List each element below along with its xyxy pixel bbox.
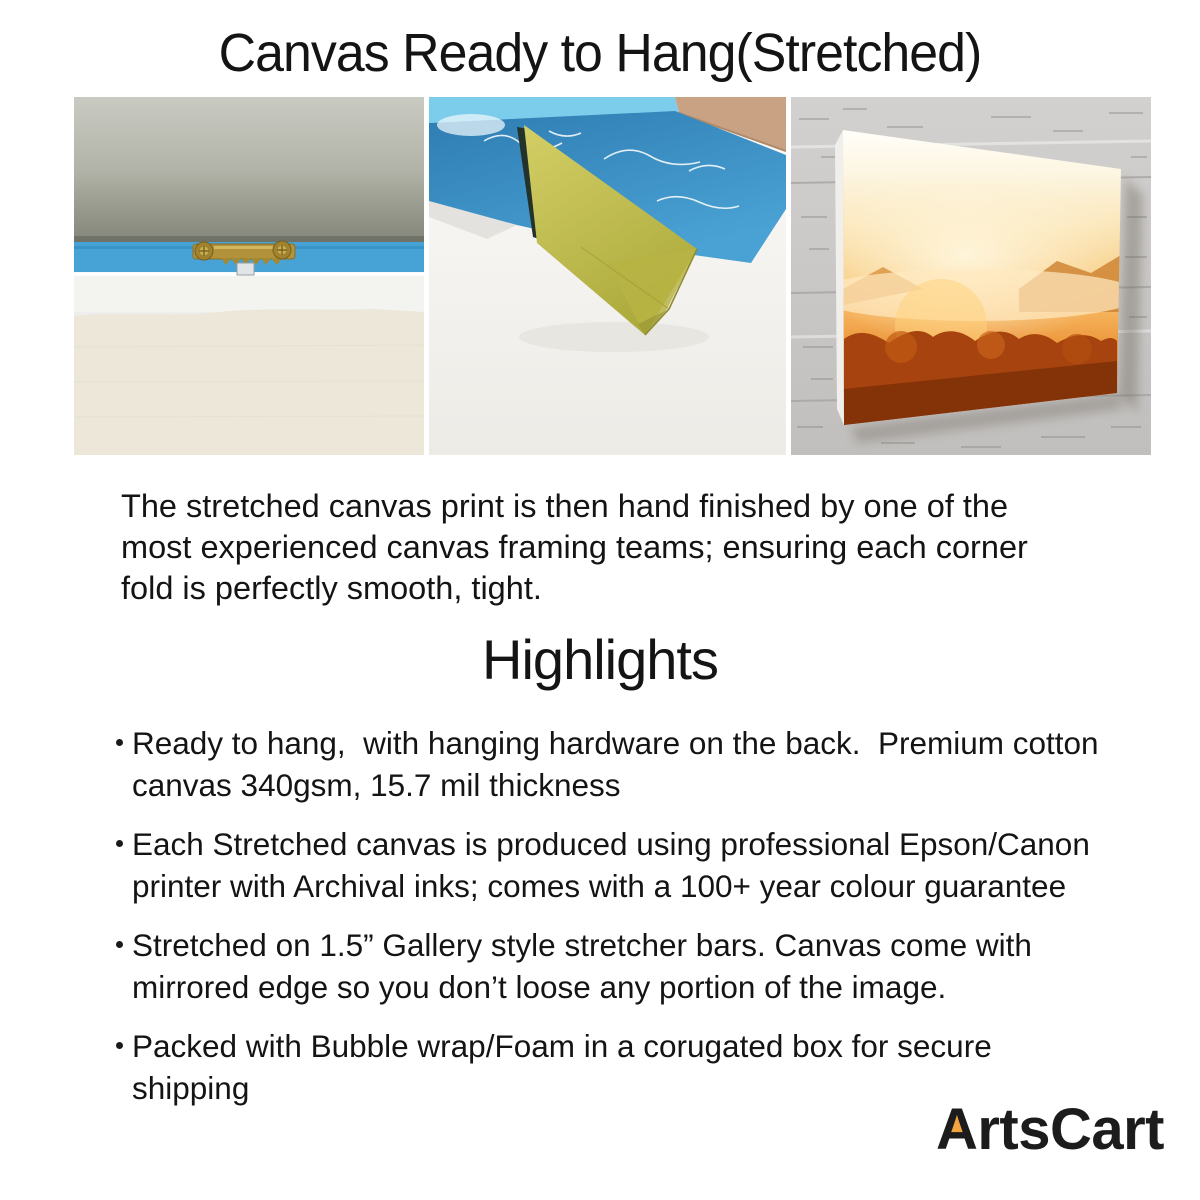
list-item [116,823,1099,907]
bullet-dot [116,1042,123,1049]
canvas-corner-photo [429,97,786,455]
sunset-landscape-details [806,160,1141,425]
list-item [116,924,1099,1008]
canvas-back-illustration [74,97,424,455]
list-item [116,722,1099,806]
description-paragraph [121,486,1028,609]
bullet-line: shipping [132,1070,250,1106]
bullet-line: canvas 340gsm, 15.7 mil thickness [132,767,621,803]
bullet-line: Each Stretched canvas is produced using professional Epson/Canon [132,826,1090,862]
bullet-line: Stretched on 1.5” Gallery style stretcher bars. Canvas come with [132,927,1032,963]
bullet-dot [116,739,123,746]
wall-above-canvas [74,97,424,243]
page-title: Canvas Ready to Hang(Stretched) [218,23,982,83]
description-line: most experienced canvas framing teams; ensuring each corner [121,529,1028,565]
description-line: fold is perfectly smooth, tight. [121,570,542,606]
bullet-line: Ready to hang, with hanging hardware on the back. Premium cotton [132,725,1099,761]
bullet-line: Packed with Bubble wrap/Foam in a corugated box for secure [132,1028,992,1064]
canvas-corner-illustration [429,97,786,455]
highlights-list [116,722,1099,1126]
highlights-heading: Highlights [482,628,718,691]
description-line: The stretched canvas print is then hand finished by one of the [121,488,1009,524]
brand-logo [936,1096,1164,1163]
bullet-line: mirrored edge so you don’t loose any portion of the image. [132,969,947,1005]
photo-row [74,97,1151,455]
bullet-line: printer with Archival inks; comes with a 100+ year colour guarantee [132,868,1067,904]
bullet-dot [116,941,123,948]
canvas-back-photo [74,97,424,455]
canvas-wall-illustration [791,97,1151,455]
metal-tab [237,263,254,275]
bullet-dot [116,840,123,847]
canvas-wall-photo [791,97,1151,455]
logo-text: ArtsCart [935,1097,1164,1162]
